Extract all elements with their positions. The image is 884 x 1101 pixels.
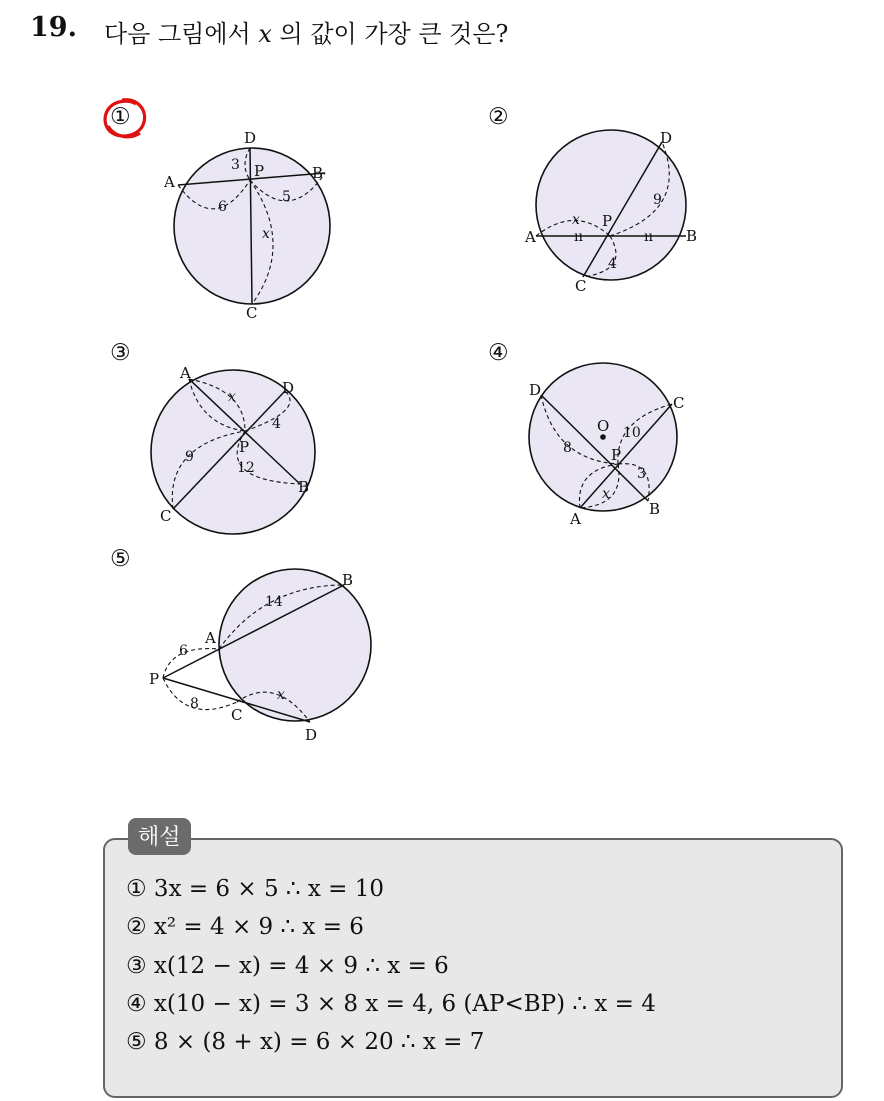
fig3-label-b: B [298,478,310,496]
fig3-label-p: P [239,438,250,456]
fig2-label-c: C [575,277,587,295]
fig4-label-d: D [529,381,542,399]
fig3-label-c: C [160,507,172,525]
solution-line-3: ③ x(12 − x) = 4 × 9 ∴ x = 6 [126,953,449,979]
fig4-segment-10: 10 [623,425,641,441]
question-text [104,14,508,49]
fig5-segment-x: x [277,687,285,703]
fig5-segment-8: 8 [190,696,199,712]
figure-4 [525,360,695,530]
choice-4-label[interactable]: ④ [488,340,509,366]
choice-3-label[interactable]: ③ [110,340,131,366]
choice-5-label[interactable]: ⑤ [110,546,131,572]
fig4-label-p: P [611,446,622,464]
fig1-label-a: A [164,173,175,191]
fig3-label-d: D [282,379,295,397]
fig5-label-b: B [342,571,354,589]
solution-line-2: ② x² = 4 × 9 ∴ x = 6 [126,914,364,940]
choice-1-label[interactable]: ① [110,104,131,130]
solution-line-1: ① 3x = 6 × 5 ∴ x = 10 [126,876,384,902]
fig5-arc-8 [163,678,237,710]
fig3-segment-9: 9 [185,449,194,465]
fig5-segment-14: 14 [265,594,283,610]
fig4-segment-x: x [602,486,610,502]
figure-1 [160,125,350,325]
fig2-tick-left: ıı [574,229,583,245]
fig1-label-c: C [246,304,258,322]
fig4-label-a: A [570,510,581,528]
fig2-segment-x: x [572,212,580,228]
fig4-segment-8: 8 [563,440,572,456]
question-number: 19. [30,12,77,43]
question-text-after: 의 값이 가장 큰 것은? [271,20,509,48]
fig2-segment-4: 4 [608,256,617,272]
fig1-segment-6: 6 [218,199,227,215]
fig4-center-dot [600,434,606,440]
fig1-label-d: D [244,129,257,147]
fig2-label-d: D [660,129,673,147]
fig4-label-o: O [597,417,610,435]
fig1-segment-5: 5 [282,189,291,205]
fig4-segment-3: 3 [637,466,646,482]
fig2-label-a: A [525,228,536,246]
question-variable: x [258,20,272,48]
answer-circle-mark [100,96,150,142]
fig5-label-a: A [205,629,216,647]
fig1-segment-3: 3 [231,157,240,173]
fig5-label-d: D [305,726,318,744]
fig5-label-c: C [231,706,243,724]
fig5-circle [219,569,371,721]
fig1-label-b: B [312,164,324,182]
fig1-label-p: P [254,162,265,180]
fig3-segment-x: x [228,389,236,405]
fig3-label-a: A [180,364,191,382]
fig2-segment-9: 9 [653,192,662,208]
fig4-label-b: B [649,500,661,518]
solution-line-5: ⑤ 8 × (8 + x) = 6 × 20 ∴ x = 7 [126,1029,485,1055]
figure-3 [145,365,330,535]
fig3-segment-12: 12 [237,460,255,476]
fig2-label-p: P [602,212,613,230]
fig5-segment-6: 6 [179,643,188,659]
solution-line-4: ④ x(10 − x) = 3 × 8 x = 4, 6 (AP<BP) ∴ x = 4 [126,991,656,1017]
question-text-before: 다음 그림에서 [104,20,259,48]
fig1-segment-x: x [262,226,270,242]
fig5-label-p: P [149,670,160,688]
fig2-tick-right: ıı [644,229,653,245]
fig4-label-c: C [673,394,685,412]
fig3-segment-4: 4 [272,416,281,432]
choice-2-label[interactable]: ② [488,104,509,130]
fig2-label-b: B [686,227,698,245]
figure-5 [145,565,390,750]
figure-2 [520,125,710,300]
solution-tag: 해설 [128,818,191,855]
